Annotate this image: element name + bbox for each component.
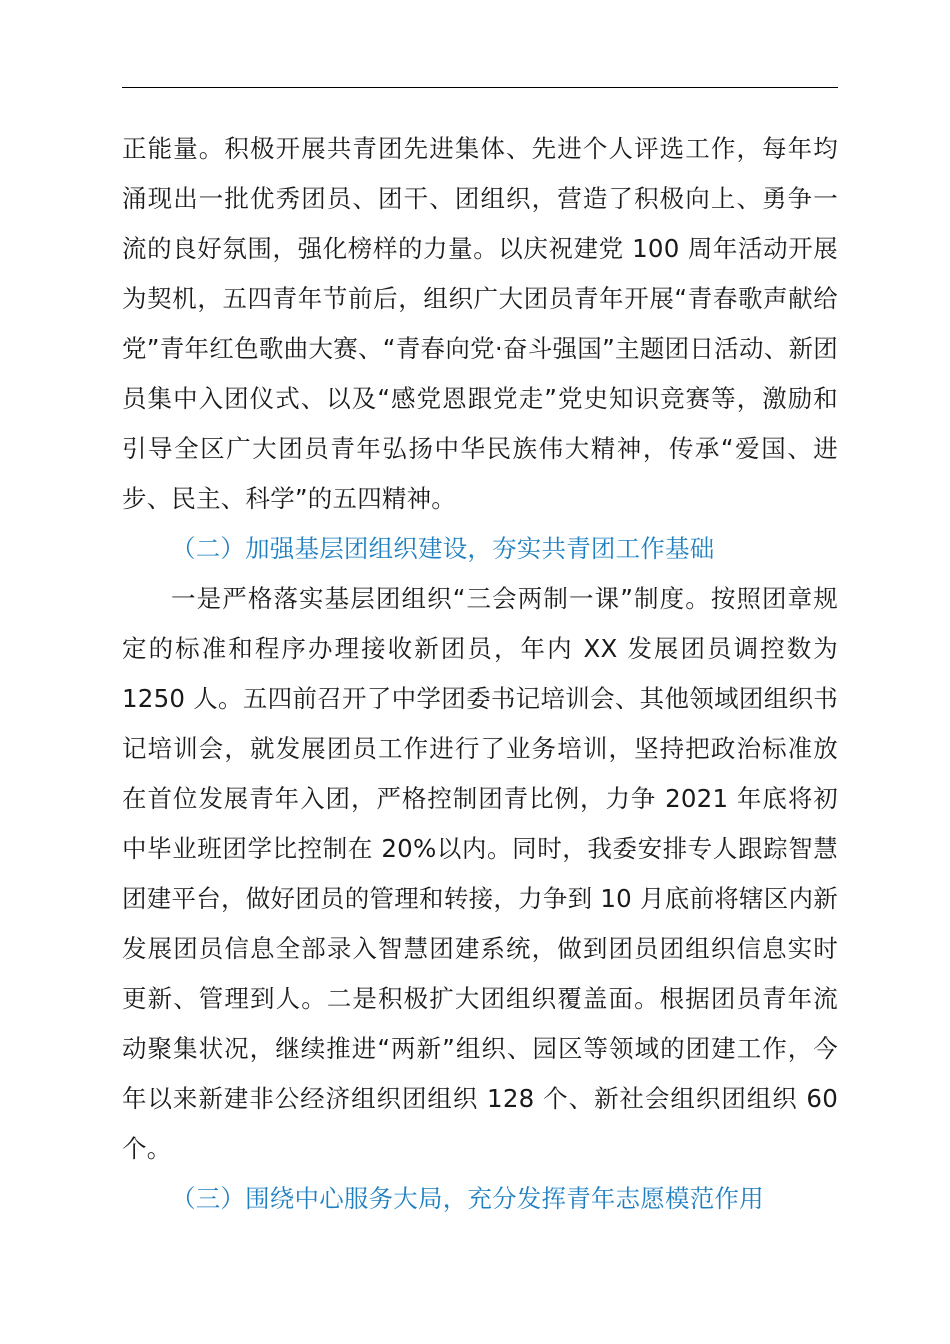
section-heading-2: （二）加强基层团组织建设，夯实共青团工作基础 [171, 534, 715, 563]
paragraph-continuation: 正能量。积极开展共青团先进集体、先进个人评选工作，每年均涌现出一批优秀团员、团干、团组织，营造了积极向上、勇争一流的良好氛围，强化榜样的力量。以庆祝建党 100 周年活动开展为契机，五四青年节前后，组织广大团员青年开展“青春歌声献给党”青年红色歌曲大赛、“青春向党·奋斗强国”主题团日活动、新团员集中入团仪式、以及“感党恩跟党走”党史知识竞赛等，激励和引导全区广大团员青年弘扬中华民族伟大精神，传承“爱国、进步、民主、科学”的五四精神。 [122, 134, 838, 513]
header-rule [122, 87, 838, 88]
document-body [122, 124, 838, 1224]
paragraph-section-2: 一是严格落实基层团组织“三会两制一课”制度。按照团章规定的标准和程序办理接收新团员，年内 XX 发展团员调控数为 1250 人。五四前召开了中学团委书记培训会、其他领域团组织书记培训会，就发展团员工作进行了业务培训，坚持把政治标准放在首位发展青年入团，严格控制团青比例，力争 2021 年底将初中毕业班团学比控制在 20%以内。同时，我委安排专人跟踪智慧团建平台，做好团员的管理和转接，力争到 10 月底前将辖区内新发展团员信息全部录入智慧团建系统，做到团员团组织信息实时更新、管理到人。二是积极扩大团组织覆盖面。根据团员青年流动聚集状况，继续推进“两新”组织、园区等领域的团建工作，今年以来新建非公经济组织团组织 128 个、新社会组织团组织 60 个。 [122, 584, 838, 1163]
section-heading-3: （三）围绕中心服务大局，充分发挥青年志愿模范作用 [171, 1184, 764, 1213]
